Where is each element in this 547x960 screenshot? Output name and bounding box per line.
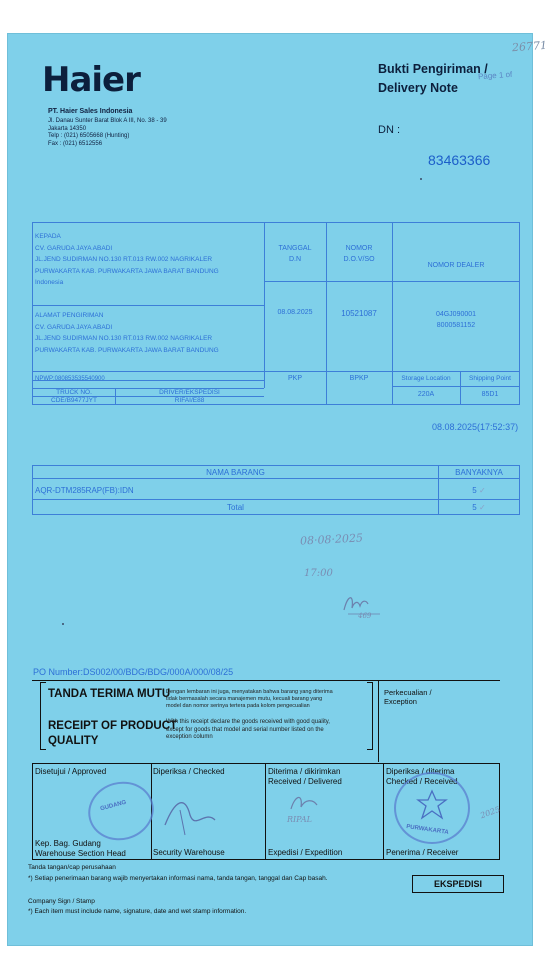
address-line: Jl. Danau Sunter Barat Blok A III, No. 38 - 39	[48, 118, 167, 124]
stamp-text: GUDANG	[99, 799, 127, 813]
security-signature	[160, 790, 230, 840]
address-line: Fax : (021) 6512556	[48, 140, 103, 147]
receiver-stamp-text: PURWAKARTA	[405, 824, 449, 836]
exception-label	[384, 688, 432, 706]
alamat-label: ALAMAT PENGIRIMAN	[35, 312, 104, 319]
statement-line: tidak bermasalah secara manajemen mutu, kecuali barang yang	[166, 696, 323, 702]
kepada-line: Indonesia	[35, 279, 64, 286]
tanda-terima-mutu: TANDA TERIMA MUTU	[48, 688, 171, 700]
divider	[264, 281, 520, 282]
checked-received-line: Diperiksa / diterima	[386, 767, 455, 776]
shipping-point-value: 85D1	[481, 391, 499, 398]
dealer-header: NOMOR DEALER	[427, 262, 485, 269]
item-name: AQR-DTM285RAP(FB):IDN	[35, 486, 134, 495]
footer-requirement-id: *) Setiap penerimaan barang wajib menyertakan informasi nama, tanda tangan, tanggal dan Cap basah.	[28, 875, 328, 882]
dealer-value: 8000581152	[436, 322, 476, 329]
po-number: PO Number:DS002/00/BDG/BDG/000A/000/08/25	[33, 667, 234, 677]
kepada-block	[35, 231, 219, 289]
truck-number: CDE/B9477JYT	[51, 397, 97, 404]
company-address	[48, 118, 167, 148]
divider	[383, 764, 384, 859]
driver-name: RIFAI/E88	[174, 397, 205, 404]
receipt-title-line: QUALITY	[48, 735, 99, 747]
ekspedisi-copy-label: EKSPEDISI	[412, 875, 504, 893]
printed-timestamp: 08.08.2025(17:52:37)	[432, 422, 519, 432]
garuda-emblem-icon	[412, 786, 452, 826]
nomor-value: 10521087	[341, 309, 377, 318]
approved-label: Disetujui / Approved	[35, 767, 107, 776]
dealer-value: 04GJ090001	[435, 311, 477, 318]
truck-label: TRUCK NO.	[56, 389, 92, 396]
alamat-line: CV. GARUDA JAYA ABADI	[35, 323, 113, 331]
alamat-line: PURWAKARTA KAB. PURWAKARTA JAWA BARAT BANDUNG	[35, 346, 219, 354]
exception-line: Exception	[384, 697, 417, 706]
total-label: Total	[227, 503, 244, 512]
address-line: Telp : (021) 6505668 (Hunting)	[48, 133, 130, 140]
received-label	[268, 767, 342, 786]
divider	[265, 764, 266, 859]
warehouse-head-line: Warehouse Section Head	[35, 848, 126, 858]
nomor-header	[326, 243, 392, 265]
alamat-line: JL.JEND SUDIRMAN NO.130 RT.013 RW.002 NAGRIKALER	[35, 335, 213, 342]
statement-line: except for goods that model and serial number listed on the	[166, 726, 324, 733]
divider	[392, 386, 520, 387]
kepada-line: PURWAKARTA KAB. PURWAKARTA JAWA BARAT BANDUNG	[35, 267, 219, 275]
company-name: PT. Haier Sales Indonesia	[48, 108, 133, 115]
shipment-table	[32, 222, 520, 405]
title-line-2: Delivery Note	[378, 81, 458, 95]
shipping-point-label: Shipping Point	[469, 375, 511, 382]
received-line: Received / Delivered	[268, 776, 342, 786]
nomor-header-line: NOMOR	[345, 245, 373, 252]
tanggal-header	[264, 243, 326, 265]
statement-line: Dengan lembaran ini juga, menyatakan bahwa barang yang diterima	[166, 689, 333, 695]
footer-sign-note: Tanda tangan/cap perusahaan	[28, 864, 116, 871]
bracket-right	[367, 682, 373, 750]
divider	[33, 305, 264, 306]
tanggal-value: 08.08.2025	[277, 309, 313, 316]
checked-label: Diperiksa / Checked	[153, 767, 225, 776]
tanggal-header-line: D.N	[288, 256, 302, 263]
item-qty	[438, 486, 520, 495]
checked-received-line: Checked / Received	[386, 776, 458, 786]
dealer-values	[392, 309, 520, 331]
expedition-label: Expedisi / Expedition	[268, 848, 343, 857]
exception-line: Perkecualian /	[384, 688, 432, 697]
kepada-label: KEPADA	[35, 233, 61, 240]
security-label: Security Warehouse	[153, 848, 225, 857]
indonesian-statement	[166, 689, 333, 710]
handwritten-date: 08·08·2025	[299, 531, 364, 548]
footer-requirement-en: *) Each item must include name, signature, date and wet stamp information.	[28, 908, 247, 915]
kepada-line: JL.JEND SUDIRMAN NO.130 RT.013 RW.002 NAGRIKALER	[35, 256, 213, 263]
handwritten-year: 2025	[479, 804, 502, 821]
divider	[378, 680, 379, 762]
kepada-line: CV. GARUDA JAYA ABADI	[35, 244, 113, 252]
dn-number: 83463366	[428, 152, 491, 168]
tanggal-header-line: TANGGAL	[278, 245, 312, 252]
handwritten-time: 17:00	[304, 568, 333, 579]
bpkp-label: BPKP	[349, 375, 369, 382]
statement-line: exception column	[166, 734, 213, 740]
speck	[420, 178, 422, 180]
divider	[32, 680, 500, 681]
storage-location-label: Storage Location	[401, 375, 451, 382]
banyaknya-header: BANYAKNYA	[455, 468, 503, 477]
alamat-block	[35, 310, 219, 356]
warehouse-head-line: Kep. Bag. Gudang	[35, 839, 101, 848]
nomor-header-line: D.O.V/SO	[343, 256, 375, 263]
corner-handwritten-number: 26771	[511, 38, 547, 55]
page-indicator: Page 1 of	[477, 69, 513, 82]
address-line: Jakarta 14350	[48, 125, 87, 132]
total-qty	[438, 503, 520, 512]
receiver-label: Penerima / Receiver	[386, 848, 459, 857]
english-statement	[166, 719, 330, 742]
haier-logo: Haier	[42, 60, 140, 100]
driver-label: DRIVER/EKSPEDISI	[159, 389, 220, 396]
warehouse-head-label	[35, 839, 126, 858]
pkp-label: PKP	[287, 375, 302, 382]
statement-line: With this receipt declare the goods received with good quality,	[166, 719, 330, 725]
check-mark-icon: ✓	[476, 486, 486, 495]
divider	[33, 478, 519, 479]
received-line: Diterima / dikirimkan	[268, 767, 341, 776]
npwp: NPWP:080853535540900	[35, 376, 105, 382]
check-mark-icon: ✓	[476, 503, 486, 512]
items-table	[32, 465, 520, 515]
dn-label: DN :	[378, 124, 400, 136]
document-title	[378, 60, 488, 98]
total-qty-value: 5	[472, 503, 477, 512]
storage-location-value: 220A	[417, 391, 435, 398]
nama-barang-header: NAMA BARANG	[206, 468, 265, 477]
expedition-signature-text: RIPAL	[287, 815, 312, 824]
receipt-title-line: RECEIPT OF PRODUCT	[48, 720, 178, 732]
footer-company-sign: Company Sign / Stamp	[28, 898, 95, 905]
item-qty-value: 5	[472, 486, 477, 495]
statement-line: model dan nomor serinya tertera pada kolom pengecualian	[166, 703, 310, 709]
bracket-left	[40, 682, 46, 750]
handwritten-initials: 469	[358, 612, 372, 620]
receipt-of-product-quality	[48, 719, 177, 749]
title-line-1: Bukti Pengiriman /	[378, 62, 488, 76]
divider	[33, 371, 520, 372]
speck	[62, 623, 64, 625]
divider	[33, 499, 519, 500]
